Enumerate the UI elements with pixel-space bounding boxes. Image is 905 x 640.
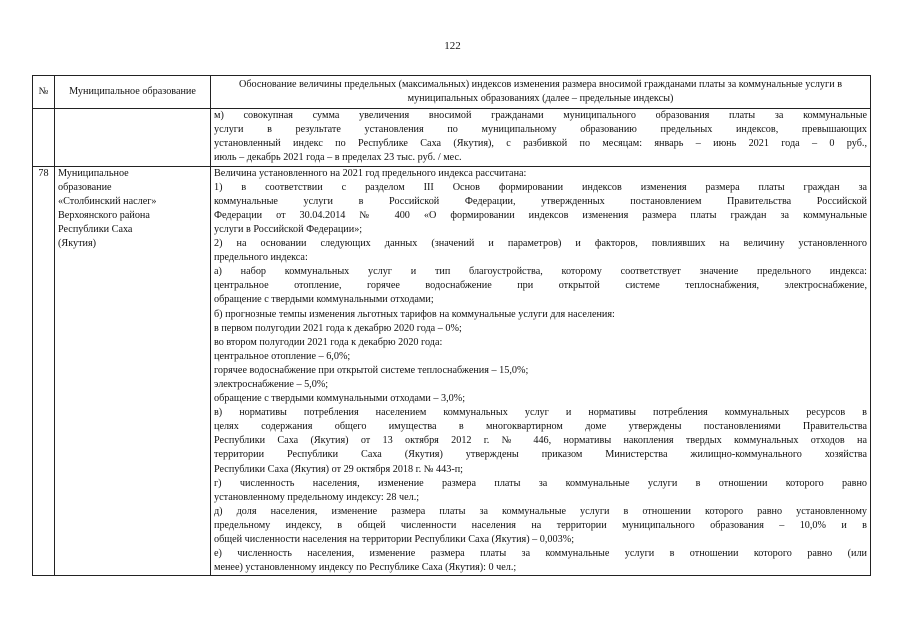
text-line: общей численности населения на территории Республики Саха (Якутия) – 0,003%; <box>214 534 575 545</box>
table-row-78 <box>33 166 871 576</box>
text-line: менее) установленному индексу по Республике Саха (Якутия): 0 чел.; <box>214 562 517 574</box>
municipality-line: «Столбинский наслег» <box>58 195 157 207</box>
text-line: коммунальные услуги в Российской Федерации, утвержденных постановлением Правительства Российской <box>214 195 867 207</box>
text-line: в) нормативы потребления населением коммунальных услуг и нормативы потребления коммунальных ресурсов в <box>214 407 867 419</box>
text-line: Федерации от 30.04.2014 № 400 «О формировании индексов изменения размера платы граждан за коммунальные <box>214 209 867 221</box>
text-line: во втором полугодии 2021 года к декабрю 2020 года: <box>214 336 443 348</box>
text-line: г) численность населения, изменение размера платы за коммунальные услуги в отношении которого равно <box>214 477 867 489</box>
text-line: целях содержания общего имущества в многоквартирном доме утверждены постановлениями Правительства <box>214 421 867 433</box>
municipality-line: Верхоянского района <box>58 209 150 221</box>
municipality-line: (Якутия) <box>58 238 97 250</box>
text-line: горячее водоснабжение при открытой системе теплоснабжения – 15,0%; <box>214 364 529 376</box>
table-row-continued <box>33 109 871 166</box>
text-line: Республики Саха (Якутия) от 29 октября 2018 г. № 443-п; <box>214 463 463 475</box>
row-municipality-cell <box>55 166 211 576</box>
municipality-line: Республики Саха <box>58 223 133 235</box>
text-line: обращение с твердыми коммунальными отходами – 3,0%; <box>214 393 466 405</box>
text-line: установленный индекс по Республике Саха (Якутия), с разбивкой по месяцам: январь – июнь 2021 года – 0 руб., <box>214 138 867 150</box>
text-line: д) доля населения, изменение размера платы за коммунальные услуги в отношении которого равно установленному <box>214 505 867 517</box>
text-line: а) набор коммунальных услуг и тип благоустройства, которому соответствует значение предельного индекса: <box>214 266 867 278</box>
text-line: м) совокупная сумма увеличения вносимой гражданами муниципального образования платы за коммунальные <box>214 110 867 122</box>
text-line: услуги в Российской Федерации»; <box>214 223 363 235</box>
row-number-cell <box>33 109 55 166</box>
municipality-line: Муниципальное <box>58 167 129 179</box>
text-line: центральное отопление – 6,0%; <box>214 350 351 362</box>
text-line: в первом полугодии 2021 года к декабрю 2020 года – 0%; <box>214 322 462 334</box>
table-header-row <box>33 76 871 109</box>
text-line: предельного индекса: <box>214 252 308 264</box>
header-justification: Обоснование величины предельных (максимальных) индексов изменения размера вносимой гражданами платы за коммунальные услуги в муниципальных образованиях (далее – предельные индексы) <box>211 76 871 109</box>
text-line: электроснабжение – 5,0%; <box>214 378 329 390</box>
text-line: 2) на основании следующих данных (значений и параметров) и факторов, повлиявших на величину установленного <box>214 238 867 250</box>
header-municipality: Муниципальное образование <box>55 76 211 109</box>
text-line: е) численность населения, изменение размера платы за коммунальные услуги в отношении которого равно (или <box>214 548 867 560</box>
header-number: № <box>33 76 55 109</box>
text-line: предельному индексу, в общей численности населения на территории муниципального образования – 10,0% и в <box>214 519 867 531</box>
row-number-cell: 78 <box>33 166 55 576</box>
text-line: Республики Саха (Якутия) от 13 октября 2012 г. № 446, нормативы накопления твердых коммунальных отходов на <box>214 435 867 447</box>
text-line: Величина установленного на 2021 год предельного индекса рассчитана: <box>214 167 527 179</box>
row-justification-cell <box>211 109 871 166</box>
page-number: 122 <box>444 40 461 52</box>
text-line: центральное отопление, горячее водоснабжение при открытой системе теплоснабжения, электроснабжение, <box>214 280 867 292</box>
text-line: обращение с твердыми коммунальными отходами; <box>214 294 434 306</box>
text-line: б) прогнозные темпы изменения льготных тарифов на коммунальные услуги для населения: <box>214 308 615 320</box>
text-line: услуги в результате установления по муниципальному образованию предельных индексов, превышающих <box>214 124 867 136</box>
text-line: июль – декабрь 2021 года – в пределах 23 тыс. руб. / мес. <box>214 152 462 164</box>
row-justification-cell <box>211 166 871 576</box>
text-line: 1) в соответствии с разделом III Основ формировании индексов изменения размера платы граждан за <box>214 181 867 193</box>
row-municipality-cell <box>55 109 211 166</box>
municipality-line: образование <box>58 181 112 193</box>
text-line: территории Республики Саха (Якутия) утверждены приказом Министерства жилищно-коммунального хозяйства <box>214 449 867 461</box>
text-line: установленному предельному индексу: 28 чел.; <box>214 491 420 503</box>
index-justification-table <box>32 75 871 576</box>
